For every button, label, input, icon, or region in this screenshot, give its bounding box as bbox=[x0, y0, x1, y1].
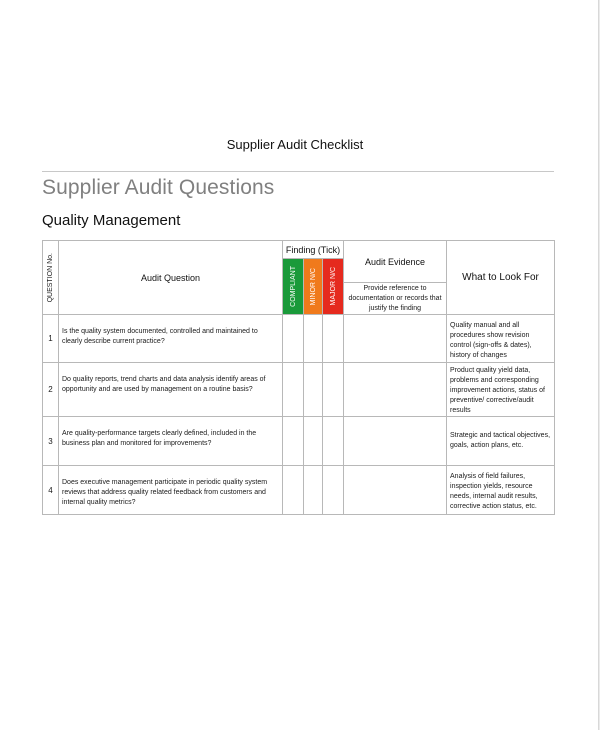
minor-nc-tick-cell[interactable] bbox=[304, 466, 323, 515]
minor-nc-tick-cell[interactable] bbox=[304, 417, 323, 466]
compliant-tick-cell[interactable] bbox=[283, 466, 304, 515]
major-nc-tick-cell[interactable] bbox=[323, 363, 344, 417]
what-to-look-for-cell: Analysis of field failures, inspection yields, resource needs, internal audit results, corrective action status, etc. bbox=[447, 466, 555, 515]
major-nc-tick-cell[interactable] bbox=[323, 417, 344, 466]
table-row bbox=[43, 466, 555, 515]
title-divider bbox=[42, 171, 554, 172]
audit-question-cell: Are quality-performance targets clearly defined, included in the business plan and monitored for improvements? bbox=[59, 417, 283, 466]
what-to-look-for-cell: Product quality yield data, problems and corresponding improvement actions, status of preventive/ corrective/audit results bbox=[447, 363, 555, 417]
major-nc-tick-cell[interactable] bbox=[323, 466, 344, 515]
audit-question-cell: Is the quality system documented, controlled and maintained to clearly describe current practice? bbox=[59, 315, 283, 363]
table-row bbox=[43, 417, 555, 466]
question-number: 3 bbox=[43, 417, 59, 466]
table-row bbox=[43, 363, 555, 417]
sub-heading: Quality Management bbox=[42, 212, 181, 229]
audit-question-cell: Do quality reports, trend charts and data analysis identify areas of opportunity and are used by management on a routine basis? bbox=[59, 363, 283, 417]
compliant-tick-cell[interactable] bbox=[283, 315, 304, 363]
question-number: 4 bbox=[43, 466, 59, 515]
what-to-look-for-cell: Strategic and tactical objectives, goals, action plans, etc. bbox=[447, 417, 555, 466]
audit-evidence-cell[interactable] bbox=[344, 315, 447, 363]
audit-evidence-cell[interactable] bbox=[344, 466, 447, 515]
question-no-header: QUESTION No. bbox=[43, 241, 59, 315]
audit-checklist-table bbox=[42, 240, 555, 515]
question-number: 2 bbox=[43, 363, 59, 417]
compliant-tick-cell[interactable] bbox=[283, 363, 304, 417]
audit-question-header: Audit Question bbox=[59, 241, 283, 315]
minor-nc-tick-cell[interactable] bbox=[304, 363, 323, 417]
document-title: Supplier Audit Checklist bbox=[226, 137, 364, 152]
section-heading: Supplier Audit Questions bbox=[42, 176, 275, 199]
table-row bbox=[43, 315, 555, 363]
audit-evidence-subheader: Provide reference to documentation or records that justify the finding bbox=[344, 283, 447, 315]
minor-nc-header: MINOR N/C bbox=[304, 259, 323, 315]
audit-question-cell: Does executive management participate in periodic quality system reviews that address quality related feedback from customers and internal quality metrics? bbox=[59, 466, 283, 515]
what-to-look-for-header: What to Look For bbox=[447, 241, 555, 315]
audit-evidence-cell[interactable] bbox=[344, 363, 447, 417]
major-nc-header: MAJOR N/C bbox=[323, 259, 344, 315]
audit-evidence-header: Audit Evidence bbox=[344, 241, 447, 283]
what-to-look-for-cell: Quality manual and all procedures show revision control (sign-offs & dates), history of changes bbox=[447, 315, 555, 363]
audit-evidence-cell[interactable] bbox=[344, 417, 447, 466]
minor-nc-tick-cell[interactable] bbox=[304, 315, 323, 363]
major-nc-tick-cell[interactable] bbox=[323, 315, 344, 363]
compliant-header: COMPLIANT bbox=[283, 259, 304, 315]
question-number: 1 bbox=[43, 315, 59, 363]
header-row-top bbox=[43, 241, 555, 259]
finding-header: Finding (Tick) bbox=[283, 241, 344, 259]
compliant-tick-cell[interactable] bbox=[283, 417, 304, 466]
